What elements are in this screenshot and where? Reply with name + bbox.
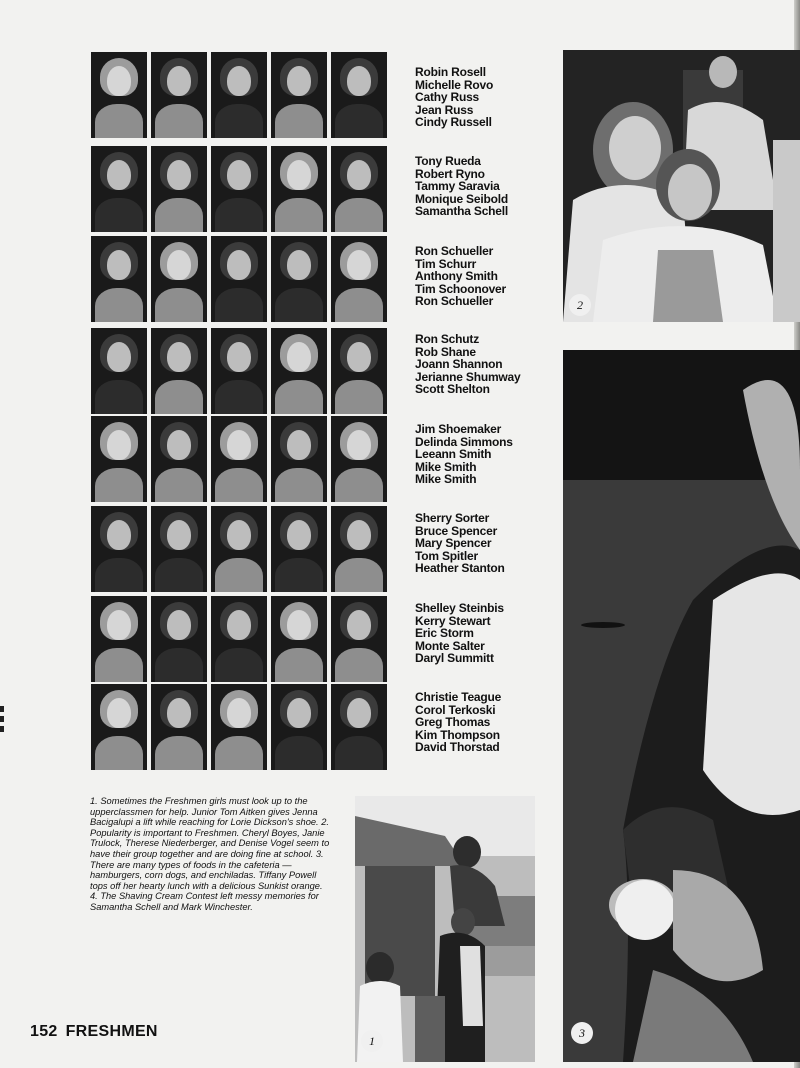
portrait-photo [271, 52, 327, 138]
name-list [415, 66, 555, 129]
portrait-photo [211, 146, 267, 232]
portrait-row [91, 416, 388, 504]
photo-3-scene [563, 350, 800, 1062]
portrait-photo [211, 506, 267, 592]
portrait-photo [211, 236, 267, 322]
portrait-photo [151, 52, 207, 138]
portrait-row [91, 684, 388, 772]
portrait-photo [271, 328, 327, 414]
student-name: Bruce Spencer [415, 523, 498, 538]
student-name: Tammy Saravia [415, 179, 500, 193]
portrait-photo [91, 328, 147, 414]
name-list [415, 245, 555, 308]
portrait-photo [331, 52, 387, 138]
portrait-photo [211, 52, 267, 138]
page-folio [30, 1023, 158, 1041]
portrait-photo [271, 684, 327, 770]
portrait-photo [151, 146, 207, 232]
portrait-photo [91, 236, 147, 322]
portrait-photo [211, 416, 267, 502]
portrait-photo [151, 328, 207, 414]
student-name: Mike Smith [415, 459, 477, 474]
student-name: Kerry Stewart [415, 613, 491, 628]
student-name: Michelle Rovo [415, 77, 494, 92]
name-list [415, 691, 555, 754]
name-list [415, 602, 555, 665]
student-name: Christie Teague [415, 690, 502, 704]
student-name: Monte Salter [415, 638, 485, 653]
portrait-photo [271, 146, 327, 232]
portrait-photo [91, 146, 147, 232]
student-name: Delinda Simmons [415, 434, 513, 449]
student-name: Cindy Russell [415, 115, 492, 129]
student-name: Sherry Sorter [415, 511, 490, 525]
student-name: Joann Shannon [415, 357, 503, 371]
portrait-photo [331, 416, 387, 502]
student-name: Jean Russ [415, 102, 474, 117]
portrait-photo [151, 236, 207, 322]
section-title: FRESHMEN [65, 1023, 158, 1040]
portrait-photo [91, 684, 147, 770]
portrait-photo [211, 596, 267, 682]
student-name: Ron Schueller [415, 244, 494, 258]
page-number: 152 [30, 1023, 58, 1040]
student-name: Robert Ryno [415, 166, 485, 181]
portrait-photo [331, 596, 387, 682]
portrait-row [91, 506, 388, 594]
student-name: Scott Shelton [415, 382, 490, 396]
portrait-photo [331, 506, 387, 592]
portrait-photo [91, 596, 147, 682]
student-name: Jerianne Shumway [415, 369, 521, 384]
student-name: Greg Thomas [415, 715, 491, 729]
student-name: Monique Seibold [415, 191, 508, 206]
photo-1-scene [355, 796, 535, 1062]
portrait-photo [271, 506, 327, 592]
portrait-photo [151, 684, 207, 770]
candid-photo-2 [563, 50, 800, 322]
student-name: Samantha Schell [415, 204, 509, 218]
portrait-photo [211, 328, 267, 414]
portrait-photo [91, 416, 147, 502]
portrait-photo [271, 416, 327, 502]
student-name: Leeann Smith [415, 447, 492, 461]
candid-photo-3 [563, 350, 800, 1062]
student-name: Daryl Summitt [415, 651, 494, 665]
portrait-photo [151, 596, 207, 682]
photo-number-badge: 2 [569, 294, 591, 316]
portrait-photo [271, 596, 327, 682]
student-name: Kim Thompson [415, 727, 500, 742]
student-name: Ron Schutz [415, 332, 479, 346]
name-list [415, 512, 555, 575]
portrait-photo [331, 236, 387, 322]
portrait-photo [91, 52, 147, 138]
student-name: Tom Spitler [415, 548, 478, 563]
portrait-photo [331, 146, 387, 232]
student-name: Anthony Smith [415, 269, 498, 283]
student-name: Jim Shoemaker [415, 422, 502, 436]
student-name: Rob Shane [415, 344, 476, 359]
student-name: Cathy Russ [415, 90, 480, 104]
student-name: Eric Storm [415, 626, 474, 640]
margin-tick [0, 706, 4, 712]
portrait-photo [331, 684, 387, 770]
student-name: Corol Terkoski [415, 702, 496, 717]
student-name: Heather Stanton [415, 561, 505, 575]
name-list [415, 333, 555, 396]
photo-2-scene [563, 50, 800, 322]
candid-photo-1 [355, 796, 535, 1062]
student-name: Shelley Steinbis [415, 601, 504, 615]
photo-number-badge: 3 [571, 1022, 593, 1044]
student-name: Robin Rosell [415, 65, 486, 79]
portrait-photo [151, 506, 207, 592]
student-name: Tim Schurr [415, 256, 477, 271]
name-list [415, 155, 555, 218]
margin-tick [0, 716, 4, 722]
margin-tick [0, 726, 4, 732]
student-name: Mary Spencer [415, 536, 492, 550]
student-name: Tony Rueda [415, 154, 481, 168]
student-name: Ron Schueller [415, 294, 494, 308]
portrait-row [91, 596, 388, 684]
student-name: David Thorstad [415, 740, 500, 754]
portrait-row [91, 236, 388, 324]
photo-caption: 1. Sometimes the Freshmen girls must look up to the upperclassmen for help. Junior Tom Aitken gives Jenna Bacigalupi a lift while reaching for Lorie Dickson's shoe. 2. Popularity is important to Freshmen. Cheryl Boyes, Janie Trulock, Therese Niederberger, and Denise Vogel seem to have their group together and are doing fine at school. 3. There are many types of foods in the cafeteria — hamburgers, corn dogs, and enchiladas. Tiffany Powell tops off her hearty lunch with a delicious Sunkist orange. 4. The Shaving Cream Contest left messy memories for Samantha Schell and Mark Winchester. [90, 796, 330, 912]
student-name: Tim Schoonover [415, 281, 506, 296]
portrait-row [91, 328, 388, 416]
student-name: Mike Smith [415, 472, 477, 486]
portrait-row [91, 146, 388, 234]
portrait-photo [271, 236, 327, 322]
portrait-row [91, 52, 388, 140]
portrait-photo [151, 416, 207, 502]
portrait-photo [211, 684, 267, 770]
photo-number-badge: 1 [361, 1030, 383, 1052]
name-list [415, 423, 555, 486]
portrait-photo [331, 328, 387, 414]
portrait-photo [91, 506, 147, 592]
